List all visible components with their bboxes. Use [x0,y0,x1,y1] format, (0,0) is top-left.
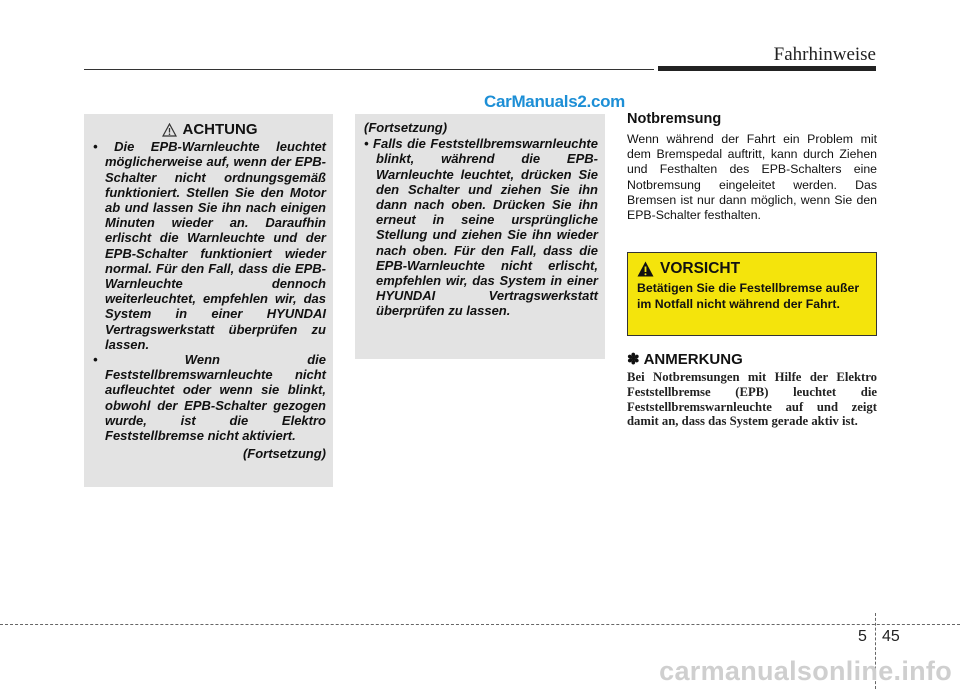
anmerkung-title: ANMERKUNG [643,350,743,368]
watermark-top: CarManuals2.com [484,92,625,111]
vorsicht-title: VORSICHT [660,260,741,277]
header-rule [84,69,654,70]
achtung-item-1: • Die EPB-Warnleuchte leuchtet möglicherweise auf, wenn der EPB-Schalter nicht ordnungsgemäß funktioniert. Stellen Sie den Motor ab und lassen Sie ihn nach einigen Minuten wieder an. Daraufhin erlischt die Warnleuchte und der EPB-Schalter funktioniert wieder normal. Für den Fall, dass die EPB-Warnleuchte dennoch weiterleuchtet, empfehlen wir, das System in einer HYUNDAI Vertragswerkstatt überprüfen zu lassen. [93,139,326,352]
warning-triangle-icon [162,123,177,137]
continued-label: (Fortsetzung) [364,120,448,135]
continued-label: (Fortsetzung) [242,446,326,462]
anmerkung-text: Bei Notbremsungen mit Hilfe der Elektro Feststellbremse (EPB) leuchtet die Feststellbremswarnleuchte auf und zeigt damit an, dass das System gerade aktiv ist. [627,370,877,429]
notbremsung-heading: Notbremsung [627,111,722,127]
vorsicht-box [627,252,877,336]
continued-item: • Falls die Feststellbremswarnleuchte blinkt, während die EPB-Warnleuchte leuchtet, drücken Sie den Schalter und ziehen Sie ihn dann nach oben. Drücken Sie ihn erneut in seine ursprüngliche Stellung und ziehen Sie ihn wieder nach oben. Für den Fall, dass die EPB-Warnleuchte nicht erlischt, empfehlen wir, das System in einer HYUNDAI Vertragswerkstatt überprüfen zu lassen. [364,136,598,319]
watermark-bottom: carmanualsonline.info [659,656,952,686]
achtung-title: ACHTUNG [182,121,258,138]
vorsicht-heading [637,260,868,278]
achtung-box [84,114,333,487]
header-rule-accent [658,66,876,71]
warning-triangle-icon [637,261,654,277]
section-title: Fahrhinweise [773,44,876,65]
chapter-number: 5 [858,628,867,645]
page-number: 45 [882,628,900,645]
continued-box [355,114,605,359]
vorsicht-text: Betätigen Sie die Festellbremse außer im Notfall nicht während der Fahrt. [637,281,860,311]
notbremsung-text: Wenn während der Fahrt ein Problem mit dem Bremspedal auftritt, kann durch Ziehen und Festhalten des EPB-Schalters eine Notbremsung eingeleitet werden. Das Bremsen ist nur dann möglich, wenn Sie den EPB-Schalter festhalten. [627,132,877,223]
achtung-item-2: • Wenn die Feststellbremswarnleuchte nicht aufleuchtet oder wenn sie blinkt, obwohl der EPB-Schalter gezogen wurde, ist die Elektro Feststellbremse nicht aktiviert. [93,352,326,444]
achtung-heading [93,122,326,137]
anmerkung-symbol-icon: ✽ [627,351,640,368]
footer-rule [0,624,960,625]
anmerkung-heading [627,350,743,368]
